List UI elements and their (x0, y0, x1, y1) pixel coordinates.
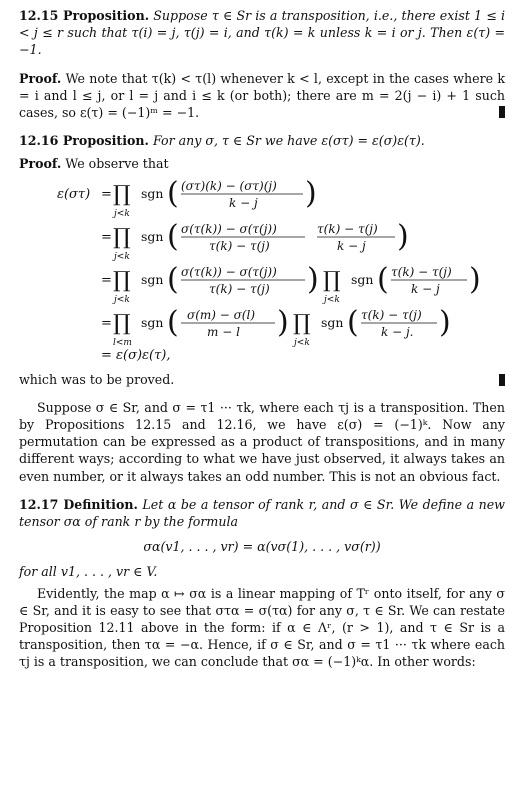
fraction-denominator: m − l (207, 324, 240, 339)
qed-mark (499, 106, 505, 118)
definition-heading: 12.17 Definition. (19, 496, 138, 512)
derivation-equation (19, 175, 505, 365)
left-paren: ( (347, 304, 359, 340)
definition-formula: σα(v1, . . . , vr) = α(vσ(1), . . . , vσ(r)) (143, 539, 381, 555)
fraction-numerator: σ(τ(k)) − σ(τ(j)) (181, 264, 277, 279)
derivation-lhs: ε(στ) (57, 186, 91, 202)
fraction-denominator: τ(k) − τ(j) (209, 238, 270, 253)
sgn-label: sgn (321, 314, 344, 330)
eq-sign: = (101, 229, 112, 245)
fraction-numerator: σ(τ(k)) − σ(τ(j)) (181, 221, 277, 236)
proof-12-15 (19, 70, 505, 122)
fraction-numerator: σ(m) − σ(l) (187, 307, 256, 322)
paragraph-transpositions (19, 399, 505, 485)
proof-text: We note that τ(k) < τ(l) whenever k < l, except in the cases where k = i and l ≤ j, or l = j and i ≤ k (or both); there are m = 2(j − i) + 1 such cases, so ε(τ) = (−1)ᵐ = −1. (19, 70, 505, 121)
right-paren: ) (307, 261, 319, 297)
product-index: j<k (114, 208, 130, 219)
product-symbol: ∏ (113, 310, 131, 336)
proposition-heading: 12.16 Proposition. (19, 133, 149, 149)
proof-closing (19, 371, 505, 388)
right-paren: ) (305, 175, 317, 211)
fraction-denominator: k − j (229, 195, 258, 210)
page (19, 7, 505, 682)
proof-intro: We observe that (65, 156, 169, 172)
paragraph-text: Evidently, the map α ↦ σα is a linear mapping of Tʳ onto itself, for any σ ∈ Sr, and it is easy to see that στα = σ(τα) for any σ, τ ∈ Sr. We can restate Proposition 12.11 above in the form: if α ∈ Λʳ, (r > 1), and τ ∈ Sr is a transposition, then τα = −α. Hence, if σ ∈ Sr, and σ = τ1 ··· τk where each τj is a transposition, we can conclude that σα = (−1)ᵏα. In other words: (19, 585, 505, 670)
product-index: l<m (113, 337, 132, 348)
left-paren: ( (167, 304, 179, 340)
right-paren: ) (439, 304, 451, 340)
product-index: j<k (114, 294, 130, 305)
product-symbol: ∏ (293, 310, 311, 336)
proposition-12-16 (19, 132, 505, 149)
fraction-numerator: τ(k) − τ(j) (391, 264, 452, 279)
paragraph-text: Suppose σ ∈ Sr, and σ = τ1 ··· τk, where each τj is a transposition. Then by Propositions 12.15 and 12.16, we have ε(σ) = (−1)ᵏ. Now any permutation can be expressed as a product of transpositions, and in many different ways; according to what we have just observed, it always takes an even number, or it always takes an odd number. This is not an obvious fact. (19, 399, 505, 484)
fraction-denominator: k − j (411, 281, 440, 296)
product-index: j<k (324, 294, 340, 305)
derivation-svg (19, 175, 505, 365)
fraction-numerator: (στ)(k) − (στ)(j) (181, 178, 277, 193)
derivation-final: = ε(σ)ε(τ), (101, 347, 171, 363)
fraction-numerator: τ(k) − τ(j) (361, 307, 422, 322)
definition-statement: Let α be a tensor of rank r, and σ ∈ Sr. We define a new tensor σα of rank r by the formula (19, 496, 505, 530)
product-symbol: ∏ (323, 267, 341, 293)
sgn-label: sgn (351, 271, 374, 287)
right-paren: ) (277, 304, 289, 340)
qed-mark (499, 374, 505, 386)
product-index: j<k (114, 251, 130, 262)
product-symbol: ∏ (113, 224, 131, 250)
proof-label: Proof. (19, 156, 62, 172)
definition-after: for all v1, . . . , vr ∈ V. (19, 564, 158, 580)
left-paren: ( (167, 261, 179, 297)
proposition-statement: Suppose τ ∈ Sr is a transposition, i.e., there exist 1 ≤ i < j ≤ r such that τ(i) = j, τ(j) = i, and τ(k) = k unless k = i or j. Then ε(τ) = −1. (19, 8, 505, 58)
sgn-label: sgn (141, 314, 164, 330)
fraction-denominator: k − j (337, 238, 366, 253)
eq-sign: = (101, 272, 112, 288)
fraction-numerator: τ(k) − τ(j) (317, 221, 378, 236)
eq-sign: = (101, 186, 112, 202)
fraction-denominator: k − j. (381, 324, 414, 339)
product-symbol: ∏ (113, 267, 131, 293)
left-paren: ( (167, 218, 179, 254)
definition-12-17 (19, 496, 505, 581)
proposition-statement: For any σ, τ ∈ Sr we have ε(στ) = ε(σ)ε(τ). (152, 133, 425, 149)
sgn-label: sgn (141, 228, 164, 244)
fraction-denominator: τ(k) − τ(j) (209, 281, 270, 296)
proof-label: Proof. (19, 70, 62, 86)
right-paren: ) (469, 261, 481, 297)
sgn-label: sgn (141, 185, 164, 201)
product-symbol: ∏ (113, 181, 131, 207)
proof-closing-text: which was to be proved. (19, 371, 175, 387)
proposition-12-15 (19, 7, 505, 59)
paragraph-final (19, 585, 505, 671)
eq-sign: = (101, 315, 112, 331)
proposition-heading: 12.15 Proposition. (19, 8, 150, 23)
sgn-label: sgn (141, 271, 164, 287)
left-paren: ( (167, 175, 179, 211)
product-index: j<k (294, 337, 310, 348)
left-paren: ( (377, 261, 389, 297)
right-paren: ) (397, 218, 409, 254)
